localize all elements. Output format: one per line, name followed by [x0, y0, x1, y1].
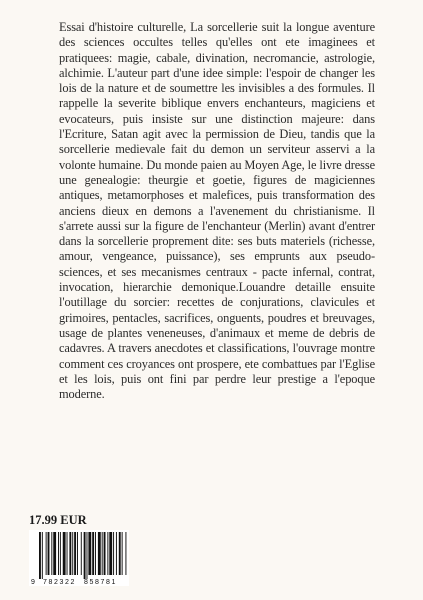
barcode-bar — [107, 532, 108, 575]
barcode-bar — [95, 532, 96, 575]
isbn-barcode — [29, 530, 129, 586]
barcode-bar — [84, 532, 86, 579]
barcode-bar — [102, 532, 103, 575]
barcode-bar — [74, 532, 76, 575]
barcode-bar — [39, 532, 41, 579]
barcode-bar — [51, 532, 52, 575]
barcode-bar — [98, 532, 101, 575]
barcode-bar — [116, 532, 117, 575]
barcode-bar — [125, 532, 126, 575]
barcode-bar — [104, 532, 106, 575]
barcode-bar — [113, 532, 114, 575]
barcode-bar — [81, 532, 82, 575]
barcode-bar — [87, 532, 88, 579]
barcode-bar — [67, 532, 68, 575]
barcode-bar — [58, 532, 59, 575]
barcode-bar — [72, 532, 73, 575]
barcode-lead-digit: 9 — [31, 579, 35, 586]
barcode-bar — [46, 532, 47, 575]
barcode-bar — [48, 532, 50, 575]
barcode-bar — [69, 532, 71, 575]
barcode-bar — [122, 532, 123, 575]
barcode-bar — [92, 532, 94, 575]
barcode-bar — [77, 532, 78, 575]
barcode-bar — [60, 532, 61, 575]
barcode-bar — [42, 532, 43, 579]
barcode-right-digits: 858781 — [84, 579, 117, 586]
back-cover-blurb: Essai d'histoire culturelle, La sorcellerie suit la longue aventure des sciences occultes telles qu'elles ont ete imaginees et pratiquees: magie, cabale, divination, necromancie, astrologie, alchimie. L'auteur part d'une idee simple: l'espoir de changer les lois de la nature et de soumettre les invisibles a des formules. Il rappelle la severite biblique envers enchanteurs, magiciens et evocateurs, puis insiste sur une distinction majeure: dans l'Ecriture, Satan agit avec la permission de Dieu, tandis que la sorcellerie medievale fait du demon un serviteur asservi a la volonte humaine. Du monde paien au Moyen Age, le livre dresse une genealogie: theurgie et goetie, figures de magiciennes antiques, metamorphoses et malefices, puis transformation des anciens dieux en demons a l'avenement du christianisme. Il s'arrete aussi sur la figure de l'enchanteur (Merlin) avant d'entrer dans la sorcellerie proprement dite: ses buts materiels (richesse, amour, vengeance, puissance), ses emprunts aux pseudo-sciences, et ses mecanismes centraux - pacte infernal, contrat, invocation, hierarchie demonique.Louandre detaille ensuite l'outillage du sorcier: recettes de conjurations, clavicules et grimoires, pentacles, sacrifices, onguents, poudres et breuvages, usage de plantes veneneuses, d'animaux et meme de debris de cadavres. A travers anecdotes et classifications, l'ouvrage montre comment ces croyances ont prospere, ete combattues par l'Eglise et les lois, puis ont fini par perdre leur prestige a l'epoque moderne. — [59, 20, 375, 402]
barcode-bar — [88, 532, 91, 575]
price-label: 17.99 EUR — [29, 513, 87, 527]
barcode-bar — [119, 532, 121, 575]
barcode-bar — [63, 532, 66, 575]
barcode-left-digits: 782322 — [43, 579, 76, 586]
barcode-bar — [53, 532, 56, 575]
barcode-bar — [109, 532, 112, 575]
